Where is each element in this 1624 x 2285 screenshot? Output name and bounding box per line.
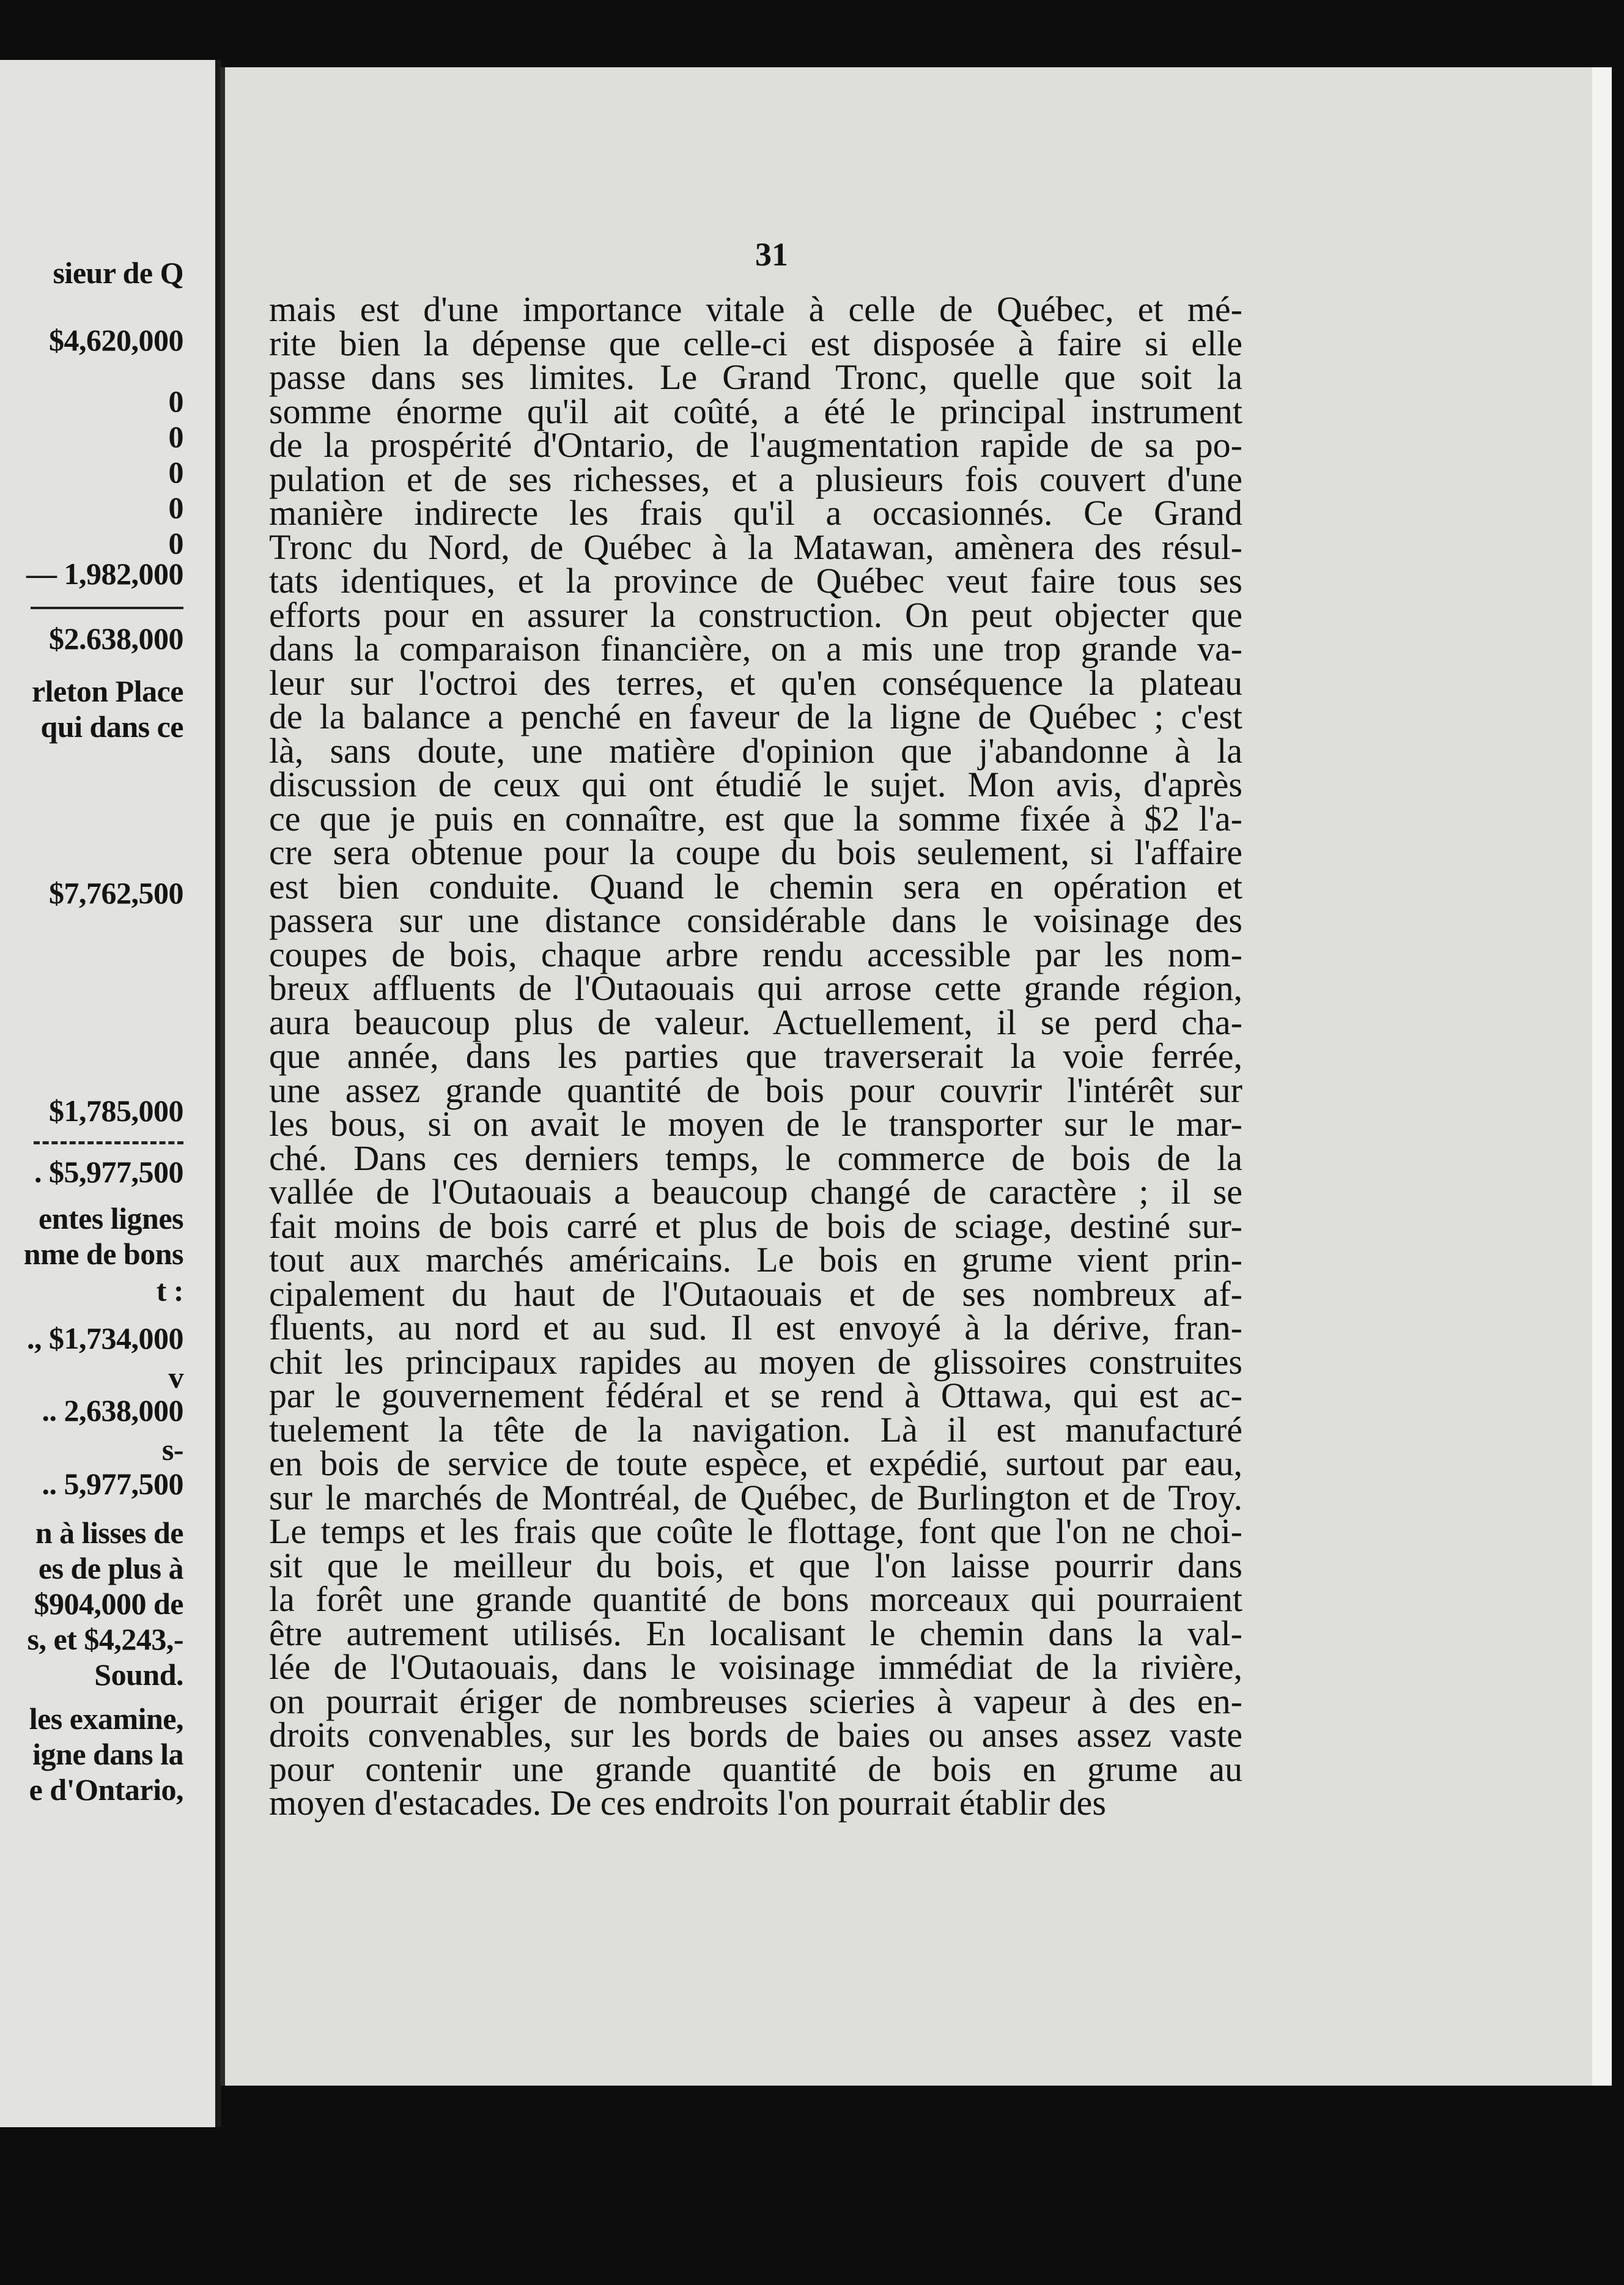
text-line: lée de l'Outaouais, dans le voisinage immédiat de la rivière, bbox=[269, 1647, 1242, 1687]
page-number: 31 bbox=[755, 236, 788, 273]
text-line: discussion de ceux qui ont étudié le sujet. Mon avis, d'après bbox=[269, 765, 1242, 804]
left-line: s- bbox=[161, 1432, 183, 1467]
text-line: que année, dans les parties que traverserait la voie ferrée, bbox=[269, 1036, 1242, 1076]
left-line: qui dans ce bbox=[40, 709, 183, 744]
text-line: dans la comparaison financière, on a mis une trop grande va- bbox=[269, 629, 1242, 668]
text-line: passe dans ses limites. Le Grand Tronc, quelle que soit la bbox=[269, 357, 1242, 397]
text-line: être autrement utilisés. En localisant le chemin dans la val- bbox=[269, 1613, 1242, 1653]
text-line: sur le marchés de Montréal, de Québec, de Burlington et de Troy. bbox=[269, 1477, 1242, 1517]
left-line: $904,000 de bbox=[34, 1587, 183, 1621]
left-line: Sound. bbox=[94, 1657, 183, 1692]
left-line: 0 bbox=[168, 526, 183, 560]
text-line: tuelement la tête de la navigation. Là il est manufacturé bbox=[269, 1409, 1242, 1450]
left-line: 0 bbox=[168, 491, 183, 525]
left-line: e d'Ontario, bbox=[29, 1772, 183, 1807]
text-line: une assez grande quantité de bois pour couvrir l'intérêt sur bbox=[269, 1070, 1242, 1110]
text-line: fait moins de bois carré et plus de bois de sciage, destiné sur- bbox=[269, 1205, 1242, 1246]
left-line: — 1,982,000 bbox=[26, 557, 183, 591]
text-line: pour contenir une grande quantité de bois en grume au bbox=[269, 1749, 1242, 1789]
left-line: igne dans la bbox=[32, 1737, 183, 1771]
text-line: fluents, au nord et au sud. Il est envoyé à la dérive, fran- bbox=[269, 1308, 1242, 1347]
text-line: de la balance a penché en faveur de la ligne de Québec ; c'est bbox=[269, 697, 1242, 736]
left-line: $4,620,000 bbox=[49, 323, 183, 357]
text-line: mais est d'une importance vitale à celle de Québec, et mé- bbox=[269, 289, 1242, 329]
left-page-fragment bbox=[0, 60, 221, 2127]
left-line: 0 bbox=[168, 384, 183, 418]
left-line: 0 bbox=[168, 420, 183, 454]
text-line: est bien conduite. Quand le chemin sera en opération et bbox=[269, 866, 1242, 906]
text-line: rite bien la dépense que celle-ci est disposée à faire si elle bbox=[269, 323, 1242, 363]
text-line: les bous, si on avait le moyen de le transporter sur le mar- bbox=[269, 1104, 1242, 1144]
text-line: en bois de service de toute espèce, et expédié, surtout par eau, bbox=[269, 1443, 1242, 1483]
text-line: aura beaucoup plus de valeur. Actuellement, il se perd cha- bbox=[269, 1002, 1242, 1042]
text-line: droits convenables, sur les bords de baies ou anses assez vaste bbox=[269, 1715, 1242, 1755]
text-line: cipalement du haut de l'Outaouais et de ses nombreux af- bbox=[269, 1273, 1242, 1314]
text-line: moyen d'estacades. De ces endroits l'on pourrait établir des bbox=[269, 1783, 1106, 1823]
text-line: sit que le meilleur du bois, et que l'on laisse pourrir dans bbox=[269, 1545, 1242, 1585]
text-line: pulation et de ses richesses, et a plusieurs fois couvert d'une bbox=[269, 459, 1242, 499]
left-line: n à lisses de bbox=[35, 1516, 183, 1550]
text-line: coupes de bois, chaque arbre rendu accessible par les nom- bbox=[269, 934, 1242, 974]
left-line: $7,762,500 bbox=[49, 876, 183, 910]
left-line: rleton Place bbox=[31, 674, 183, 708]
left-line: . $5,977,500 bbox=[34, 1155, 183, 1189]
text-line: là, sans doute, une matière d'opinion que j'abandonne à la bbox=[269, 730, 1242, 771]
text-line: la forêt une grande quantité de bons morceaux qui pourraient bbox=[269, 1579, 1242, 1619]
left-line: entes lignes bbox=[38, 1201, 183, 1235]
left-line: nme de bons bbox=[23, 1237, 183, 1271]
sum-rule bbox=[31, 607, 183, 609]
body-text bbox=[269, 289, 1242, 1823]
text-line: manière indirecte les frais qu'il a occasionnés. Ce Grand bbox=[269, 493, 1242, 533]
text-line: passera sur une distance considérable dans le voisinage des bbox=[269, 900, 1242, 940]
text-line: efforts pour en assurer la construction. On peut objecter que bbox=[269, 594, 1242, 635]
text-line: tout aux marchés américains. Le bois en grume vient prin- bbox=[269, 1240, 1242, 1280]
text-line: cre sera obtenue pour la coupe du bois seulement, si l'affaire bbox=[269, 832, 1242, 872]
left-line: v bbox=[168, 1360, 183, 1394]
text-line: vallée de l'Outaouais a beaucoup changé de caractère ; il se bbox=[269, 1172, 1242, 1212]
text-line: somme énorme qu'il ait coûté, a été le principal instrument bbox=[269, 391, 1242, 431]
left-line: $2.638,000 bbox=[49, 621, 183, 656]
text-line: leur sur l'octroi des terres, et qu'en conséquence la plateau bbox=[269, 662, 1242, 703]
left-line: es de plus à bbox=[38, 1551, 183, 1585]
left-line: s, et $4,243,- bbox=[27, 1622, 183, 1656]
left-line: .. 5,977,500 bbox=[42, 1467, 183, 1501]
text-line: ce que je puis en connaître, est que la somme fixée à $2 l'a- bbox=[269, 798, 1242, 839]
text-line: de la prospérité d'Ontario, de l'augmentation rapide de sa po- bbox=[269, 425, 1242, 465]
text-line: breux affluents de l'Outaouais qui arrose cette grande région, bbox=[269, 968, 1242, 1008]
left-line: ., $1,734,000 bbox=[27, 1321, 183, 1355]
left-line: 0 bbox=[168, 455, 183, 489]
left-line: $1,785,000 bbox=[49, 1094, 183, 1128]
text-line: on pourrait ériger de nombreuses scieries à vapeur à des en- bbox=[269, 1681, 1242, 1721]
text-line: par le gouvernement fédéral et se rend à Ottawa, qui est ac- bbox=[269, 1376, 1242, 1415]
sum-rule bbox=[34, 1141, 183, 1144]
text-line: chit les principaux rapides au moyen de glissoires construites bbox=[269, 1341, 1242, 1382]
text-line: ché. Dans ces derniers temps, le commerce de bois de la bbox=[269, 1138, 1242, 1178]
text-line: tats identiques, et la province de Québec veut faire tous ses bbox=[269, 561, 1242, 601]
left-line: .. 2,638,000 bbox=[42, 1393, 183, 1428]
left-line: sieur de Q bbox=[53, 256, 183, 290]
left-line: les examine, bbox=[29, 1702, 183, 1736]
left-line: t : bbox=[156, 1273, 183, 1308]
text-line: Tronc du Nord, de Québec à la Matawan, amènera des résul- bbox=[269, 527, 1242, 567]
text-line: Le temps et les frais que coûte le flottage, font que l'on ne choi- bbox=[269, 1511, 1242, 1551]
